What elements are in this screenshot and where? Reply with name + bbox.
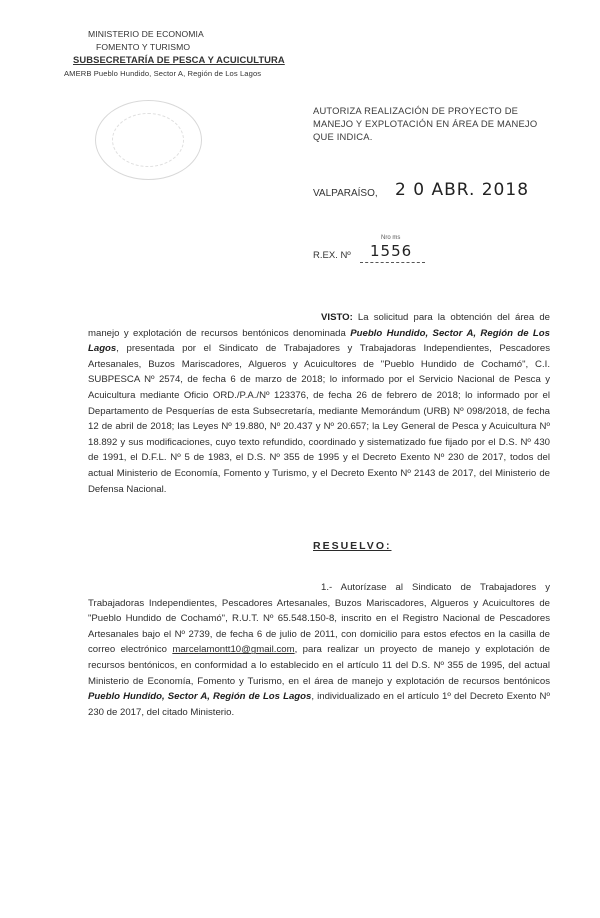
resolution-label: R.EX. Nº bbox=[313, 250, 351, 261]
visto-area-name: Pueblo Hundido, Sector A, Región de Los Lagos bbox=[88, 327, 550, 355]
article-1-text-1: 1.- Autorízase al Sindicato de Trabajadores y Trabajadoras Independientes, Pescadores Artesanales, Buzos Mariscadores, Algueros y Acuicultores de "Pueblo Hundido de Cochamó", R.U.T. Nº 65.548.150-8, inscrito en el Registro Nacional de Pescadores Artesanales bajo el Nº 2739, de fecha 6 de julio de 2011, con domicilio para estos efectos en la casilla de correo electrónico bbox=[88, 582, 550, 656]
resolution-subject: AUTORIZA REALIZACIÓN DE PROYECTO DE MANEJO Y EXPLOTACIÓN EN ÁREA DE MANEJO QUE INDICA. bbox=[313, 105, 538, 142]
article-1-paragraph bbox=[88, 580, 550, 720]
place-label: VALPARAÍSO, bbox=[313, 188, 378, 199]
official-seal bbox=[95, 100, 202, 180]
visto-paragraph bbox=[88, 310, 550, 497]
ministry-name: MINISTERIO DE ECONOMIA bbox=[88, 29, 204, 39]
visto-label: VISTO: bbox=[321, 312, 353, 323]
visto-text-1: La solicitud para la obtención del área de manejo y explotación de recursos bentónicos denominada bbox=[88, 312, 550, 339]
amerb-reference: AMERB Pueblo Hundido, Sector A, Región de Los Lagos bbox=[64, 69, 262, 78]
contact-email: marcelamontt10@gmail.com bbox=[172, 644, 295, 656]
resolution-number: 1556 bbox=[370, 242, 413, 260]
article-1-text-3: , individualizado en el artículo 1º del Decreto Exento Nº 230 de 2017, del citado Ministerio. bbox=[88, 691, 550, 718]
number-stamp-caption: Nro ms bbox=[381, 235, 401, 241]
article-1-area-name: Pueblo Hundido, Sector A, Región de Los Lagos bbox=[88, 691, 312, 703]
subsecretaria-name: SUBSECRETARÍA DE PESCA Y ACUICULTURA bbox=[73, 54, 285, 65]
visto-text-2: , presentada por el Sindicato de Trabajadores y Trabajadoras Independientes, Pescadores Artesanales, Buzos Mariscadores, Algueros y Acuicultores de "Pueblo Hundido de Cochamó", C.I. SUBPESCA Nº 2574, de fecha 6 de marzo de 2018; lo informado por el Servicio Nacional de Pesca y Acuicultura mediante Oficio ORD./P.A./Nº 123376, de fecha 26 de febrero de 2018; lo informado por el Departamento de Pesquerías de esta Subsecretaría, mediante Memorándum (URB) Nº 098/2018, de fecha 12 de abril de 2018; las Leyes Nº 19.880, Nº 20.437 y Nº 20.657; la Ley General de Pesca y Acuicultura Nº 18.892 y sus modificaciones, cuyo texto refundido, coordinado y sistematizado fue fijado por el D.S. Nº 430 de 1991, el D.F.L. Nº 5 de 1983, el D.S. Nº 355 de 1995 y el Decreto Exento Nº 230 de 2017, todos del actual Ministerio de Economía, Fomento y Turismo, y el Decreto Exento Nº 2143 de 2017, del Ministerio de Defensa Nacional. bbox=[88, 343, 550, 495]
resuelvo-heading: RESUELVO: bbox=[313, 540, 392, 552]
article-1-text-2: , para realizar un proyecto de manejo y explotación de recursos bentónicos, en conformidad a lo establecido en el artículo 11 del D.S. Nº 355 de 1995, del actual Ministerio de Economía, Fomento y Turismo, en el área de manejo y explotación de recursos bentónicos bbox=[88, 644, 550, 687]
resolution-number-underline bbox=[360, 262, 425, 263]
date-stamp: 2 0 ABR. 2018 bbox=[395, 180, 530, 200]
ministry-subtitle: FOMENTO Y TURISMO bbox=[96, 42, 191, 52]
